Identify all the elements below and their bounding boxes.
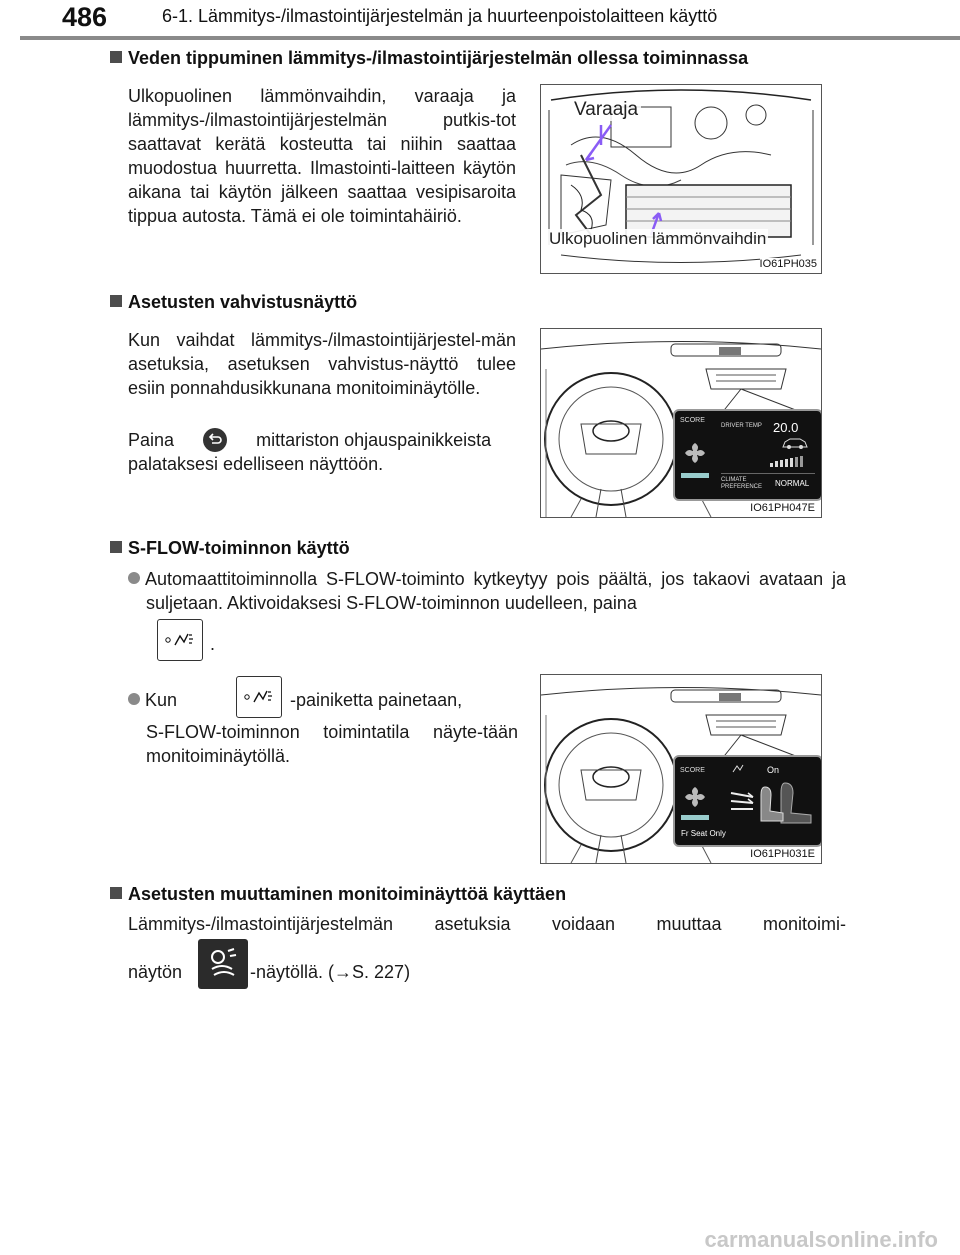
sflow-bullet-2-rest: S-FLOW-toiminnon toimintatila näyte-tään monitoiminäytöllä. [146,722,518,766]
square-bullet-icon [110,51,122,63]
s-flow-small-icon [731,762,745,776]
multi-display-sflow: SCORE On Fr Seat Only [673,755,822,847]
figure-code: IO61PH047E [750,502,815,514]
s-flow-button-icon-2 [236,676,282,718]
header-rule [20,36,960,40]
watermark: carmanualsonline.info [704,1227,938,1252]
confirm-body-2-line2: palataksesi edelliseen näyttöön. [128,454,384,474]
section-heading-sflow: S-FLOW-toiminnon käyttö [110,538,350,559]
chapter-title: 6-1. Lämmitys-/ilmastointijärjestelmän ja huurteenpoistolaitteen käyttö [162,6,718,26]
square-bullet-icon [110,295,122,307]
section-heading-change: Asetusten muuttaminen monitoiminäyttöä käyttäen [110,884,566,905]
divider [721,473,815,474]
fan-icon [681,783,709,811]
seat-airflow-icon [727,779,817,825]
label-varaaja: Varaaja [571,99,641,121]
label-heat-exchanger: Ulkopuolinen lämmönvaihdin [549,229,767,248]
fan-icon [681,439,709,467]
back-arrow-icon [203,428,227,452]
square-bullet-icon [110,541,122,553]
confirm-body-2: Paina mittariston ohjauspainikkeista [128,430,492,450]
dashboard-figure-sflow [540,674,822,864]
climate-screen-icon [198,939,248,989]
section-heading-water: Veden tippuminen lämmitys-/ilmastointijärjestelmän ollessa toiminnassa [110,48,748,69]
round-bullet-icon [128,572,140,584]
confirm-body-1: Kun vaihdat lämmitys-/ilmastointijärjestel-män asetuksia, asetuksen vahvistus-näyttö tulee esiin ponnahdusikkunana monitoiminäytölle. [128,330,516,398]
sflow-bullet-1: Automaattitoiminnolla S-FLOW-toiminto kytkeytyy pois päältä, jos takaovi avataan ja suljetaan. Aktivoidaksesi S-FLOW-toiminnon uudelleen, paina [128,567,846,615]
section-heading-confirm: Asetusten vahvistusnäyttö [110,292,357,313]
water-body: Ulkopuolinen lämmönvaihdin, varaaja ja lämmitys-/ilmastointijärjestelmän putkis-tot saattavat kerätä kosteutta tai niihin saattaa muodostua huurretta. Ilmastointi-laitteen käytön aikana tai käytön jälkeen saattaa vesipisaroita tippua autosta. Tämä ei ole toimintahäiriö. [128,86,516,226]
figure-code: IO61PH035 [759,258,817,270]
page-number: 486 [62,2,108,32]
dashboard-figure-temp [540,328,822,518]
car-icon [781,437,809,449]
fan-level-icon [770,455,812,467]
change-line-1: Lämmitys-/ilmastointijärjestelmän asetuksia voidaan muuttaa monitoimi- [128,914,846,934]
multi-display-popup: SCORE DRIVER TEMP 20.0 CLIMATE PREFERENCE NORMAL [673,409,822,501]
figure-code: IO61PH031E [750,848,815,860]
sflow-bullet-1-end: . [210,634,216,654]
change-line-2-pre: näytön [128,962,183,982]
sflow-bullet-2: Kun [128,688,518,712]
score-bar [681,815,709,820]
engine-bay-figure [540,84,822,274]
square-bullet-icon [110,887,122,899]
sflow-bullet-2-post: -painiketta painetaan, [290,690,463,710]
s-flow-button-icon [157,619,203,661]
round-bullet-icon [128,693,140,705]
score-bar [681,473,709,478]
change-line-2-post: -näytöllä. (→S. 227) [250,962,411,982]
